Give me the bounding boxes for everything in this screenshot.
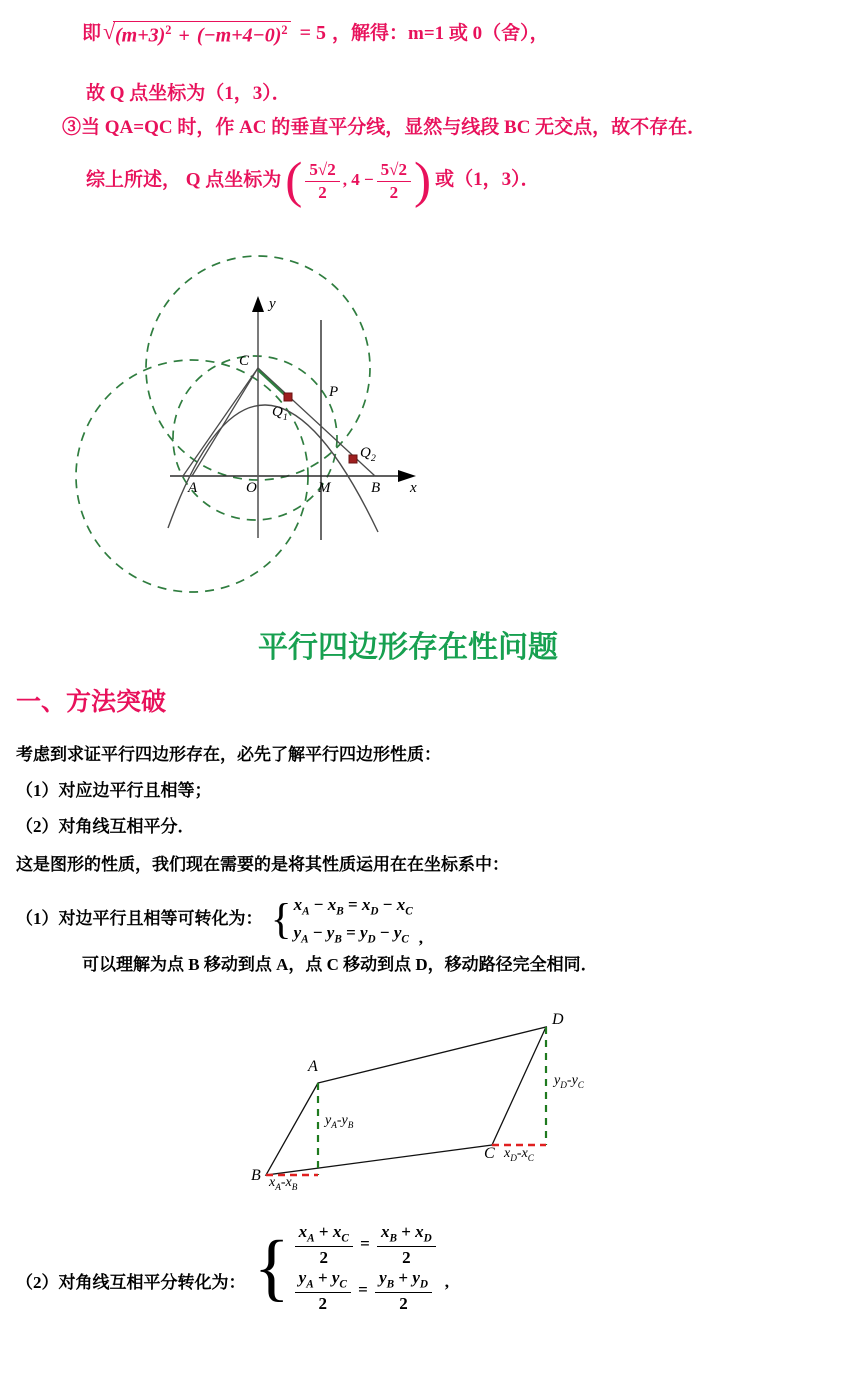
annotation-ya-yb-sub2: B — [347, 1119, 354, 1130]
label-point-m: M — [318, 480, 331, 496]
eq2-r1-right-den: 2 — [402, 1248, 411, 1268]
annotation-yd-yc-base2: y — [571, 1073, 578, 1088]
annotation-xd-xc-base2: x — [521, 1146, 528, 1161]
frac-1-den: 2 — [318, 182, 327, 202]
frac-2-num: 5√2 — [377, 160, 411, 182]
label-point-p: P — [329, 384, 339, 400]
annotation-yd-yc-base1: y — [554, 1073, 561, 1088]
annotation-yd-yc-sub2: C — [577, 1079, 584, 1090]
solution-line-3: ③当 QA=QC 时，作 AC 的垂直平分线，显然与线段 BC 无交点，故不存在． — [62, 117, 707, 138]
equation-line-1: 即 √ $(m+3)^2 + (-m+4-0)^2 = 5$ ，解得：m=1 或 0（舍）， — [82, 18, 549, 48]
annotation-xa-xb-sub2: B — [291, 1181, 298, 1192]
label-point-o: O — [246, 480, 257, 496]
right-paren: ) — [414, 151, 432, 209]
curly-brace-icon: { — [270, 895, 292, 944]
figure-conic-circles — [50, 240, 470, 600]
annotation-yd-yc-op: - — [566, 1073, 572, 1088]
paragraph-coordinate-intro: 这是图形的性质，我们现在需要的是将其性质运用在在坐标系中： — [16, 855, 509, 874]
annotation-xa-xb-base2: x — [285, 1175, 292, 1190]
y-axis-arrow — [252, 296, 264, 312]
paragraph-property-1: （1）对应边平行且相等； — [16, 781, 212, 800]
eq2-r2-left-num: $y_A + y_C$ — [295, 1268, 351, 1293]
annotation-xd-xc-base1: x — [504, 1146, 511, 1161]
heading-method-breakthrough: 一、方法突破 — [16, 689, 167, 716]
left-paren: ( — [285, 151, 303, 209]
segment-c-q1 — [258, 370, 286, 396]
eq2-r1-left-num: $x_A + x_C$ — [295, 1222, 353, 1247]
segment-c-a — [192, 368, 258, 476]
annotation-xd-xc — [504, 1146, 534, 1163]
solution-line-4-tail: 或（1，3）． — [435, 169, 540, 191]
marker-q2 — [349, 455, 357, 463]
label-vertex-d: D — [552, 1011, 564, 1028]
label-point-q1 — [272, 404, 288, 423]
equation-line-1-tail: ，解得：m=1 或 0（舍）， — [332, 23, 549, 44]
label-axis-y: y — [269, 296, 276, 312]
paragraph-property-2: （2）对角线互相平分． — [16, 817, 195, 836]
transform-eq2-comma: , — [444, 1272, 450, 1291]
label-point-q1-sub: 1 — [282, 412, 288, 423]
label-vertex-a: A — [308, 1058, 318, 1075]
figure-parallelogram — [230, 985, 630, 1190]
paragraph-movement-explain: 可以理解为点 B 移动到点 A，点 C 移动到点 D，移动路径完全相同． — [82, 955, 598, 974]
eq2-r2-equals: = — [358, 1280, 368, 1299]
label-point-q2 — [360, 445, 376, 464]
annotation-ya-yb-base2: y — [341, 1113, 348, 1128]
eq2-r1-equals: = — [360, 1234, 370, 1253]
annotation-xa-xb-op: - — [280, 1175, 286, 1190]
annotation-ya-yb-sub1: A — [331, 1119, 337, 1130]
label-point-c: C — [239, 353, 250, 369]
paragraph-intro: 考虑到求证平行四边形存在，必先了解平行四边形性质： — [16, 745, 441, 764]
annotation-ya-yb — [325, 1113, 353, 1130]
transform-eq2-row-2 — [292, 1268, 439, 1314]
annotation-yd-yc-sub1: D — [560, 1079, 567, 1090]
segment-a-c-extended — [183, 368, 258, 476]
transform-eq2-row-1 — [292, 1222, 439, 1268]
transform-equation-2-label: （2）对角线互相平分转化为： — [16, 1273, 246, 1292]
label-point-q1-base: Q — [272, 404, 283, 420]
equation-equals: = 5 — [299, 22, 327, 45]
solution-line-2: 故 Q 点坐标为（1，3）． — [86, 83, 291, 104]
frac-2-den: 2 — [389, 182, 399, 202]
transform-eq-row-2: $y_A - y_B = y_D - y_C$ — [293, 923, 409, 946]
annotation-xd-xc-sub2: C — [527, 1152, 534, 1163]
annotation-ya-yb-op: - — [336, 1113, 342, 1128]
label-point-b: B — [371, 480, 381, 496]
solution-line-4-mid: , 4 − — [342, 169, 374, 189]
equation-line-1-prefix: 即 — [82, 23, 102, 44]
annotation-xa-xb-sub1: A — [275, 1181, 281, 1192]
transform-eq-comma: , — [418, 928, 423, 948]
parabola-curve — [168, 405, 381, 532]
curly-brace-large-icon: { — [253, 1225, 290, 1309]
annotation-yd-yc — [554, 1073, 584, 1090]
solution-line-4 — [86, 151, 540, 209]
annotation-xd-xc-sub1: D — [510, 1152, 517, 1163]
transform-equation-2 — [16, 1222, 449, 1314]
label-point-a: A — [188, 480, 198, 496]
annotation-ya-yb-base1: y — [325, 1113, 332, 1128]
annotation-xa-xb-base1: x — [269, 1175, 276, 1190]
transform-equation-1 — [16, 892, 423, 948]
annotation-xd-xc-op: - — [516, 1146, 522, 1161]
eq2-r2-right-den: 2 — [399, 1294, 408, 1314]
equation-term-b: (−m+4−0) — [196, 24, 282, 47]
label-point-q2-base: Q — [360, 445, 371, 461]
eq2-r2-left-den: 2 — [318, 1294, 328, 1314]
label-vertex-c: C — [484, 1145, 495, 1162]
page-title: 平行四边形存在性问题 — [258, 631, 558, 664]
transform-equation-1-label: （1）对边平行且相等可转化为： — [16, 909, 263, 929]
conic-figure-svg — [50, 240, 470, 600]
label-point-q2-sub: 2 — [370, 453, 376, 464]
transform-eq-row-1: $x_A - x_B = x_D - x_C$ — [293, 895, 413, 918]
eq2-r1-left-den: 2 — [319, 1248, 328, 1268]
eq2-r2-right-num: $y_B + y_D$ — [375, 1268, 432, 1293]
equation-term-a: (m+3) — [115, 24, 166, 47]
marker-q1 — [284, 393, 292, 401]
annotation-xa-xb — [269, 1175, 297, 1192]
solution-line-4-prefix: 综上所述， Q 点坐标为 — [86, 169, 282, 191]
label-axis-x: x — [410, 480, 417, 496]
eq2-r1-right-num: $x_B + x_D$ — [377, 1222, 436, 1247]
frac-1-num: 5√2 — [305, 160, 339, 182]
label-vertex-b: B — [251, 1167, 261, 1184]
